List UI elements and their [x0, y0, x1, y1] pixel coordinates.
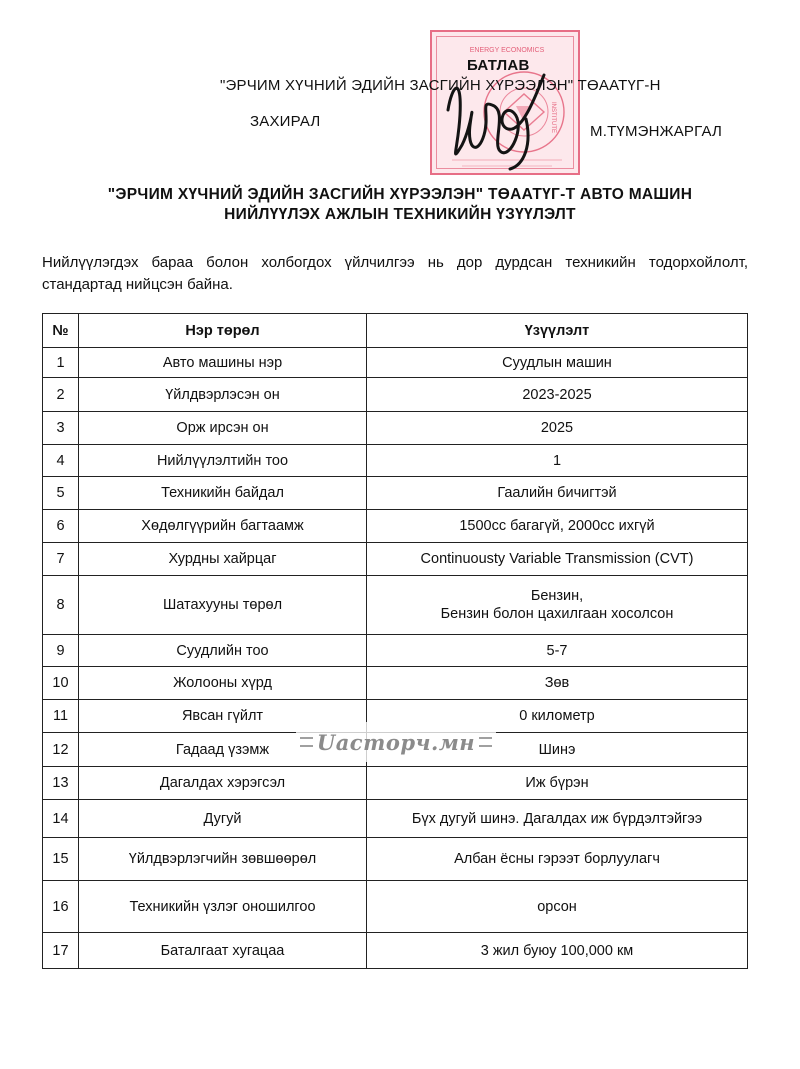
watermark-text: Uacmopч.мн — [316, 729, 476, 755]
table-row — [43, 933, 748, 969]
watermark — [296, 722, 496, 762]
row-name: Хурдны хайрцаг — [79, 543, 367, 576]
header-value: Үзүүлэлт — [367, 314, 748, 348]
row-name: Гадаад үзэмж — [79, 733, 367, 767]
row-value: 0 километр — [367, 700, 748, 733]
row-name: Суудлийн тоо — [79, 635, 367, 667]
table-row — [43, 800, 748, 838]
row-no: 1 — [43, 348, 79, 378]
row-no: 11 — [43, 700, 79, 733]
table-row — [43, 635, 748, 667]
row-value: Иж бүрэн — [367, 767, 748, 800]
row-value: 5-7 — [367, 635, 748, 667]
row-name: Үйлдвэрлэсэн он — [79, 378, 367, 412]
document-title-line2: НИЙЛҮҮЛЭХ АЖЛЫН ТЕХНИКИЙН ҮЗҮҮЛЭЛТ — [224, 206, 576, 223]
table-row — [43, 576, 748, 635]
row-no: 3 — [43, 412, 79, 445]
row-name: Хөдөлгүүрийн багтаамж — [79, 510, 367, 543]
row-no: 10 — [43, 667, 79, 700]
row-no: 5 — [43, 477, 79, 510]
row-name: Жолооны хүрд — [79, 667, 367, 700]
row-value: Шинэ — [367, 733, 748, 767]
row-name: Техникийн үзлэг оношилгоо — [79, 881, 367, 933]
row-name: Техникийн байдал — [79, 477, 367, 510]
row-no: 4 — [43, 445, 79, 477]
row-name: Явсан гүйлт — [79, 700, 367, 733]
row-name: Дагалдах хэрэгсэл — [79, 767, 367, 800]
table-row — [43, 667, 748, 700]
row-no: 15 — [43, 838, 79, 881]
table-row — [43, 412, 748, 445]
header-name: Нэр төрөл — [79, 314, 367, 348]
row-value: 1500cc багагүй, 2000cc ихгүй — [367, 510, 748, 543]
row-value: Суудлын машин — [367, 348, 748, 378]
header-no: № — [43, 314, 79, 348]
svg-text:INSTITUTE: INSTITUTE — [550, 102, 556, 133]
row-no: 12 — [43, 733, 79, 767]
watermark-wing-right-icon — [479, 737, 492, 747]
document-title — [40, 185, 760, 225]
row-value: Албан ёсны гэрээт борлуулагч — [367, 838, 748, 881]
row-no: 9 — [43, 635, 79, 667]
approval-label: БАТЛАВ — [467, 57, 530, 74]
row-name: Шатахууны төрөл — [79, 576, 367, 635]
row-value: 3 жил буюу 100,000 км — [367, 933, 748, 969]
row-no: 6 — [43, 510, 79, 543]
approval-position: ЗАХИРАЛ — [250, 113, 321, 130]
row-name: Дугуй — [79, 800, 367, 838]
row-name: Үйлдвэрлэгчийн зөвшөөрөл — [79, 838, 367, 881]
row-value: 2025 — [367, 412, 748, 445]
row-no: 13 — [43, 767, 79, 800]
approval-signer: М.ТҮМЭНЖАРГАЛ — [590, 123, 723, 140]
row-value: орсон — [367, 881, 748, 933]
table-row — [43, 510, 748, 543]
table-row — [43, 543, 748, 576]
table-row — [43, 838, 748, 881]
row-value: Бүх дугуй шинэ. Дагалдах иж бүрдэлтэйгээ — [367, 800, 748, 838]
row-value: Зөв — [367, 667, 748, 700]
table-header-row — [43, 314, 748, 348]
row-name: Орж ирсэн он — [79, 412, 367, 445]
approval-company-line: "ЭРЧИМ ХҮЧНИЙ ЭДИЙН ЗАСГИЙН ХҮРЭЭЛЭН" ТӨААТҮГ-Н — [220, 77, 661, 94]
row-value: Бензин, Бензин болон цахилгаан хосолсон — [367, 576, 748, 635]
row-value: 2023-2025 — [367, 378, 748, 412]
row-no: 7 — [43, 543, 79, 576]
row-no: 8 — [43, 576, 79, 635]
table-row — [43, 767, 748, 800]
row-name: Авто машины нэр — [79, 348, 367, 378]
svg-text:ENERGY ECONOMICS: ENERGY ECONOMICS — [469, 47, 545, 54]
document-title-line1: "ЭРЧИМ ХҮЧНИЙ ЭДИЙН ЗАСГИЙН ХҮРЭЭЛЭН" ТӨААТҮГ-Т АВТО МАШИН — [107, 186, 693, 203]
row-value: 1 — [367, 445, 748, 477]
spec-table — [42, 313, 748, 969]
watermark-wing-left-icon — [300, 737, 313, 747]
table-row — [43, 477, 748, 510]
row-value: Continuousty Variable Transmission (CVT) — [367, 543, 748, 576]
table-row — [43, 378, 748, 412]
row-name: Баталгаат хугацаа — [79, 933, 367, 969]
row-no: 16 — [43, 881, 79, 933]
table-row — [43, 348, 748, 378]
table-row — [43, 881, 748, 933]
row-no: 2 — [43, 378, 79, 412]
table-row — [43, 445, 748, 477]
row-no: 14 — [43, 800, 79, 838]
intro-paragraph: Нийлүүлэгдэх бараа болон холбогдох үйлчилгээ нь дор дурдсан техникийн тодорхойлолт, стандартад нийцсэн байна. — [42, 254, 748, 293]
row-no: 17 — [43, 933, 79, 969]
row-name: Нийлүүлэлтийн тоо — [79, 445, 367, 477]
row-value: Гаалийн бичигтэй — [367, 477, 748, 510]
